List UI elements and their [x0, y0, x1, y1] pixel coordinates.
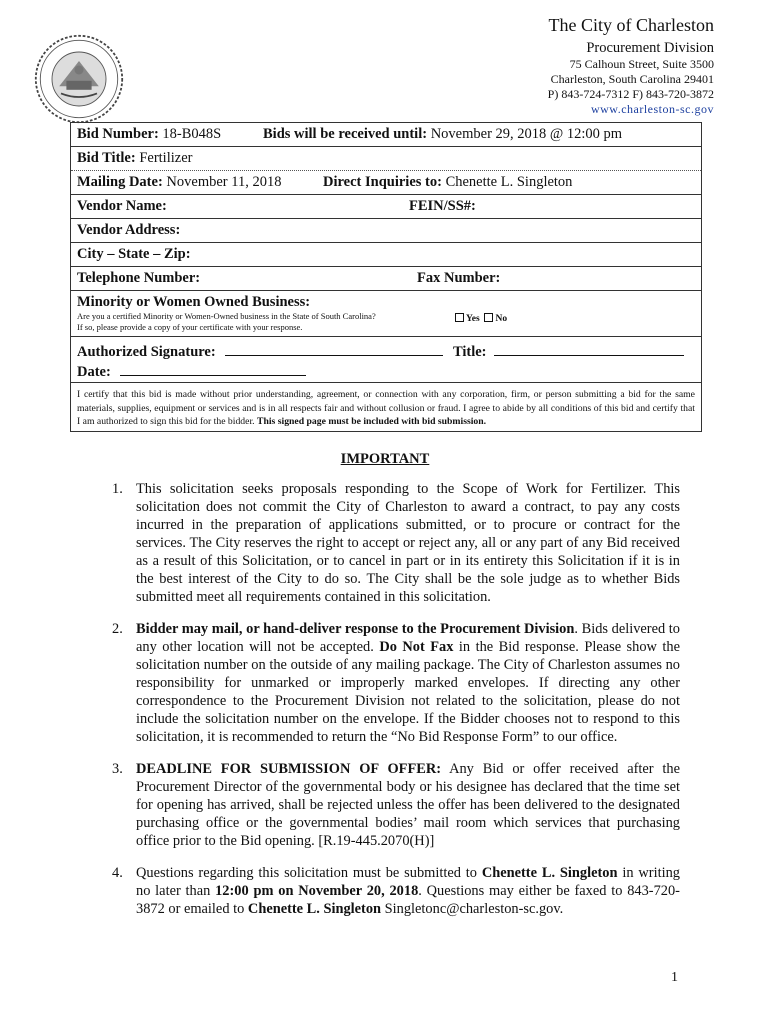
- certification-text: [71, 383, 701, 430]
- division-name: Procurement Division: [586, 39, 714, 56]
- phone-fax: P) 843-724-7312 F) 843-720-3872: [547, 86, 714, 101]
- yes-no-options: [455, 313, 507, 325]
- list-item: [112, 620, 680, 746]
- inquiries-label: Direct Inquiries to:: [323, 174, 442, 190]
- date-line[interactable]: [120, 361, 306, 376]
- item-text: . Questions may either be faxed to 843-720-3872 or emailed to: [136, 883, 680, 917]
- item-bold: Chenette L. Singleton: [247, 901, 382, 917]
- item-text: Any Bid or offer received after the Procurement Director of the governmental body or his designee has declared that the time set for opening has arrived, shall be rejected unless the offer has been delivered to the designated purchasing office or the governmental bodies’ mail room which services that purchasing office prior to the Bid opening. [R.19-445.2070(H)]: [136, 761, 681, 849]
- mailing-date-row: [71, 171, 701, 195]
- no-checkbox[interactable]: [484, 313, 493, 322]
- bid-number-label: Bid Number:: [77, 126, 159, 142]
- item-text: . Bids delivered to any other location will not be accepted.: [136, 621, 680, 655]
- bid-number-row: [71, 123, 701, 147]
- item-number: 3.: [112, 761, 123, 777]
- item-text: This solicitation seeks proposals responding to the Scope of Work for Fertilizer. This solicitation does not commit the City of Charleston to award a contract, to pay any costs incurred in the preparation of applications submitted, or to procure or contract for the services. The City reserves the right to accept or reject any, all or any part of any Bid received as a result of this Solicitation, or to cancel in part or in its entirety this Solicitation if it is in the best interest of the City to do so. The City shall be the sole judge as to whether Bids submitted meet all requirements contained in this solicitation.: [136, 481, 680, 605]
- telephone-label: Telephone Number:: [77, 270, 201, 286]
- mailing-date-value: November 11, 2018: [166, 174, 282, 190]
- signature-label: Authorized Signature:: [77, 344, 216, 361]
- minority-question: Are you a certified Minority or Women-Owned business in the State of South Carolina?: [77, 311, 376, 322]
- bid-title-value: Fertilizer: [139, 150, 193, 166]
- important-list: [112, 480, 680, 932]
- bid-form: [70, 122, 702, 432]
- website-link[interactable]: www.charleston-sc.gov: [590, 101, 714, 116]
- vendor-name-label: Vendor Name:: [77, 198, 167, 214]
- city-name: The City of Charleston: [548, 15, 714, 35]
- bid-title-label: Bid Title:: [77, 150, 136, 166]
- item-text: in writing no later than: [136, 865, 680, 899]
- item-email: Singletonc@charleston-sc.gov.: [384, 901, 564, 917]
- fein-label: FEIN/SS#:: [409, 198, 476, 214]
- item-bold: Bidder may mail, or hand-deliver response to the Procurement Division: [136, 621, 575, 637]
- mailing-date-label: Mailing Date:: [77, 174, 163, 190]
- item-text: in the Bid response. Please show the solicitation number on the outside of any mailing package. The City of Charleston assumes no responsibility for unmarked or improperly marked envelopes. If directing any other correspondence to the Procurement Division not related to the solicitation, please do not include the solicitation number on the envelope. If the Bidder chooses not to respond to this solicitation, it is recommended to return the “No Bid Response Form” to our office.: [136, 639, 680, 745]
- bids-received-value: November 29, 2018 @ 12:00 pm: [430, 126, 623, 142]
- bid-title-row: [71, 147, 701, 171]
- list-item: [112, 480, 680, 606]
- item-number: 1.: [112, 481, 123, 497]
- telephone-row[interactable]: [71, 267, 701, 291]
- city-state-zip-address: Charleston, South Carolina 29401: [550, 71, 714, 86]
- item-bold: 12:00 pm on November 20, 2018: [215, 883, 419, 899]
- letterhead: [548, 14, 714, 117]
- title-label: Title:: [452, 344, 487, 361]
- signature-row: [71, 337, 701, 383]
- yes-checkbox[interactable]: [455, 313, 464, 322]
- title-line[interactable]: [494, 341, 684, 356]
- city-state-zip-label: City – State – Zip:: [77, 246, 191, 262]
- bid-number-value: 18-B048S: [162, 126, 222, 142]
- city-seal-logo: [34, 34, 124, 124]
- fax-label: Fax Number:: [417, 270, 501, 286]
- item-bold: DEADLINE FOR SUBMISSION OF OFFER:: [136, 761, 442, 777]
- item-bold: Chenette L. Singleton: [481, 865, 618, 881]
- certify-body: I certify that this bid is made without prior understanding, agreement, or connection with any corporation, firm, or person submitting a bid for the same materials, supplies, equipment or services and is in all respects fair and without collusion or fraud. I agree to abide by all conditions of this bid and certify that I am authorized to sign this bid for the bidder.: [77, 389, 695, 427]
- minority-row: [71, 291, 701, 337]
- minority-title: Minority or Women Owned Business:: [77, 294, 311, 310]
- vendor-address-label: Vendor Address:: [77, 222, 181, 238]
- date-label: Date:: [77, 364, 111, 381]
- vendor-name-row[interactable]: [71, 195, 701, 219]
- city-state-zip-row[interactable]: [71, 243, 701, 267]
- certify-bold: This signed page must be included with bid submission.: [257, 415, 487, 427]
- list-item: [112, 864, 680, 918]
- item-number: 2.: [112, 621, 123, 637]
- bids-received-label: Bids will be received until:: [263, 126, 428, 142]
- item-number: 4.: [112, 865, 123, 881]
- inquiries-value: Chenette L. Singleton: [445, 174, 573, 190]
- item-bold: Do Not Fax: [379, 639, 454, 655]
- yes-label: Yes: [466, 314, 480, 324]
- vendor-address-row[interactable]: [71, 219, 701, 243]
- no-label: No: [495, 314, 508, 324]
- important-heading: IMPORTANT: [340, 451, 430, 467]
- page-number: 1: [671, 970, 678, 985]
- signature-line[interactable]: [225, 341, 443, 356]
- street-address: 75 Calhoun Street, Suite 3500: [569, 56, 714, 71]
- list-item: [112, 760, 680, 850]
- item-text: Questions regarding this solicitation must be submitted to: [136, 865, 477, 881]
- minority-note: If so, please provide a copy of your certificate with your response.: [77, 322, 303, 333]
